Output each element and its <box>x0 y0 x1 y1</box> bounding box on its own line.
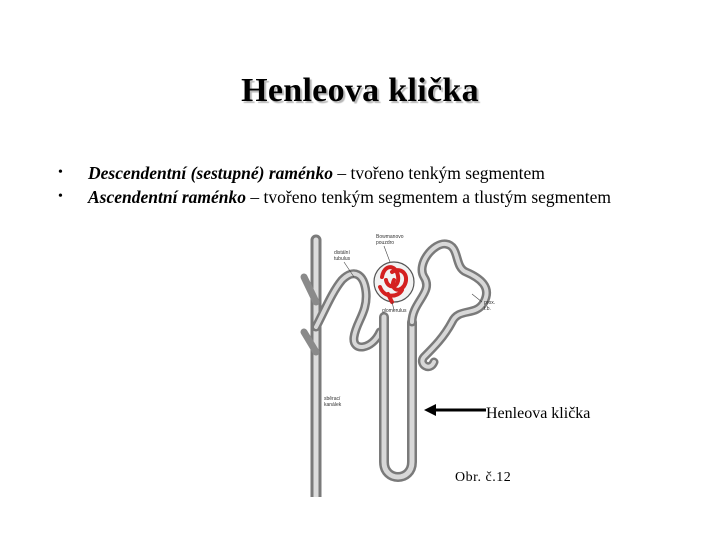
henle-loop <box>384 317 412 477</box>
bullet-icon: • <box>58 165 63 180</box>
figure-caption: Obr. č.12 <box>455 470 512 485</box>
nephron-illustration <box>284 232 504 497</box>
label-capsule-1: Bowmanovo <box>376 234 404 240</box>
bullet-text: – tvořeno tenkým segmentem a tlustým segmentem <box>246 187 612 207</box>
label-collecting-1: sběrací <box>324 396 341 402</box>
bullet-item-descending <box>58 161 678 185</box>
label-proximal-1: prox. <box>484 300 496 306</box>
label-collecting-2: kanálek <box>324 402 342 408</box>
bullet-text: – tvořeno tenkým segmentem <box>333 163 545 183</box>
arrow-left-icon <box>424 402 488 418</box>
henle-loop-label: Henleova klička <box>486 405 591 422</box>
label-proximal-2: t.b. <box>484 306 491 312</box>
label-distal-2: tubulus <box>334 256 351 262</box>
bullet-list <box>58 161 678 209</box>
bullet-icon: • <box>58 189 63 204</box>
label-distal-1: distální <box>334 250 350 256</box>
nephron-diagram <box>284 232 504 497</box>
label-glomerulus: glomerulus <box>382 308 407 314</box>
bullet-item-ascending <box>58 185 678 209</box>
bullet-term: Ascendentní raménko <box>88 187 247 207</box>
slide-title: Henleova klička <box>241 72 479 109</box>
label-capsule-2: pouzdro <box>376 240 395 246</box>
bullet-term: Descendentní (sestupné) raménko <box>88 163 333 183</box>
